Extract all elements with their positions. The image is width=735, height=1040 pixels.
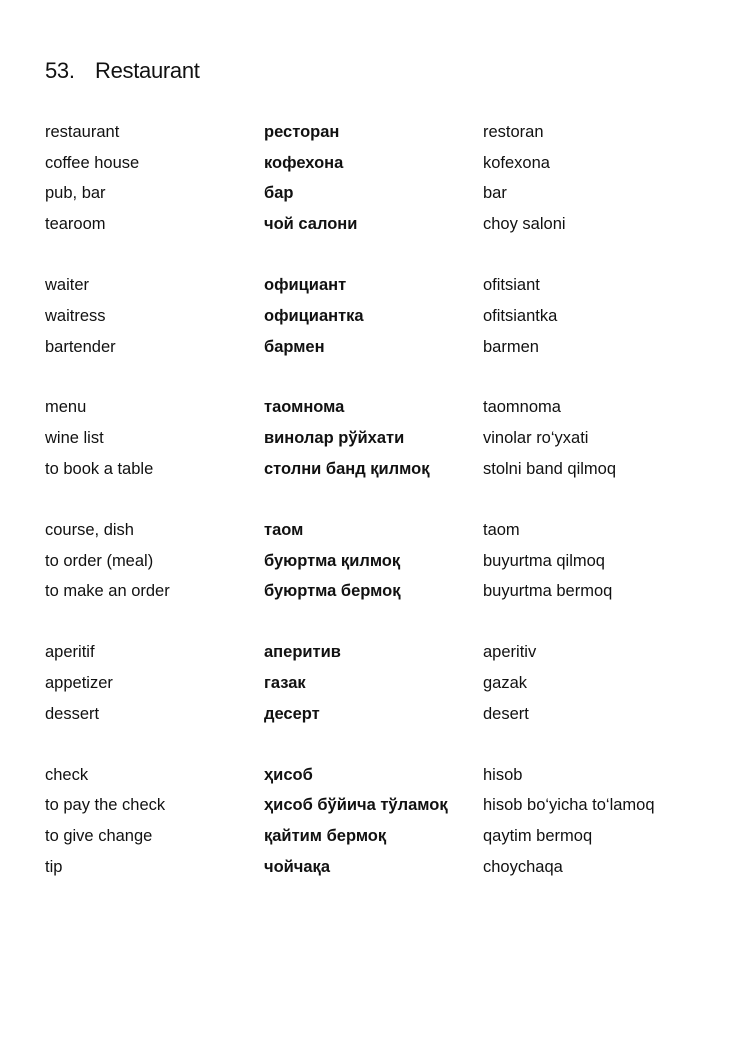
uzbek-latin-term: aperitiv — [483, 643, 537, 662]
vocabulary-row — [45, 577, 705, 608]
vocabulary-row — [45, 546, 705, 577]
vocabulary-group — [45, 117, 705, 240]
uzbek-cyrillic-term: газак — [264, 674, 306, 693]
vocabulary-row — [45, 148, 705, 179]
english-term: menu — [45, 398, 87, 417]
english-term: to give change — [45, 827, 153, 846]
uzbek-latin-term: qaytim bermoq — [483, 827, 593, 846]
uzbek-latin-term: ofitsiant — [483, 276, 540, 295]
uzbek-cyrillic-term: столни банд қилмоқ — [264, 460, 430, 479]
vocabulary-group — [45, 393, 705, 485]
english-term: aperitif — [45, 643, 95, 662]
uzbek-latin-term: buyurtma bermoq — [483, 582, 613, 601]
uzbek-latin-term: vinolar ro‘yxati — [483, 429, 589, 448]
english-term: waitress — [45, 306, 106, 325]
uzbek-cyrillic-term: ресторан — [264, 122, 340, 141]
uzbek-cyrillic-term: кофехона — [264, 153, 344, 172]
vocabulary-row — [45, 515, 705, 546]
uzbek-cyrillic-term: винолар рўйхати — [264, 429, 405, 448]
vocabulary-group — [45, 760, 705, 883]
uzbek-cyrillic-term: буюртма қилмоқ — [264, 551, 401, 570]
uzbek-cyrillic-term: қайтим бермоқ — [264, 827, 387, 846]
english-term: to order (meal) — [45, 551, 154, 570]
english-term: course, dish — [45, 520, 134, 539]
english-term: wine list — [45, 429, 104, 448]
vocabulary-row — [45, 179, 705, 210]
page-title — [45, 58, 200, 84]
english-term: tearoom — [45, 215, 106, 234]
uzbek-cyrillic-term: бармен — [264, 337, 325, 356]
uzbek-latin-term: ofitsiantka — [483, 306, 558, 325]
vocabulary-row — [45, 301, 705, 332]
vocabulary-row — [45, 699, 705, 730]
vocabulary-row — [45, 423, 705, 454]
uzbek-latin-term: bar — [483, 184, 507, 203]
english-term: to make an order — [45, 582, 170, 601]
uzbek-cyrillic-term: буюртма бермоқ — [264, 582, 401, 601]
english-term: waiter — [45, 276, 90, 295]
vocabulary-row — [45, 209, 705, 240]
uzbek-latin-term: hisob bo‘yicha to‘lamoq — [483, 796, 655, 815]
chapter-title: Restaurant — [95, 58, 200, 83]
vocabulary-group — [45, 515, 705, 607]
uzbek-cyrillic-term: чой салони — [264, 215, 358, 234]
uzbek-cyrillic-term: ҳисоб — [264, 765, 313, 784]
vocabulary-group — [45, 637, 705, 729]
uzbek-latin-term: gazak — [483, 674, 528, 693]
english-term: coffee house — [45, 153, 140, 172]
uzbek-latin-term: choy saloni — [483, 215, 566, 234]
uzbek-cyrillic-term: бар — [264, 184, 294, 203]
uzbek-latin-term: desert — [483, 704, 529, 723]
chapter-number: 53. — [45, 58, 75, 83]
english-term: dessert — [45, 704, 100, 723]
uzbek-cyrillic-term: десерт — [264, 704, 320, 723]
vocabulary-row — [45, 454, 705, 485]
english-term: restaurant — [45, 122, 120, 141]
vocabulary-row — [45, 791, 705, 822]
vocabulary-row — [45, 760, 705, 791]
uzbek-latin-term: taomnoma — [483, 398, 561, 417]
uzbek-latin-term: taom — [483, 520, 520, 539]
uzbek-cyrillic-term: таом — [264, 520, 304, 539]
uzbek-latin-term: restoran — [483, 122, 544, 141]
uzbek-latin-term: buyurtma qilmoq — [483, 551, 605, 570]
english-term: to book a table — [45, 460, 154, 479]
uzbek-latin-term: kofexona — [483, 153, 550, 172]
english-term: check — [45, 765, 89, 784]
uzbek-cyrillic-term: чойчақа — [264, 858, 330, 877]
uzbek-cyrillic-term: официант — [264, 276, 347, 295]
vocabulary-row — [45, 332, 705, 363]
vocabulary-row — [45, 821, 705, 852]
english-term: to pay the check — [45, 796, 166, 815]
english-term: bartender — [45, 337, 116, 356]
vocabulary-row — [45, 637, 705, 668]
uzbek-latin-term: barmen — [483, 337, 539, 356]
vocabulary-row — [45, 117, 705, 148]
english-term: appetizer — [45, 674, 113, 693]
uzbek-cyrillic-term: аперитив — [264, 643, 341, 662]
vocabulary-row — [45, 668, 705, 699]
vocabulary-table — [45, 117, 705, 913]
vocabulary-group — [45, 270, 705, 362]
uzbek-latin-term: hisob — [483, 765, 523, 784]
vocabulary-row — [45, 393, 705, 424]
english-term: tip — [45, 858, 63, 877]
uzbek-cyrillic-term: таомнома — [264, 398, 345, 417]
uzbek-latin-term: choychaqa — [483, 858, 563, 877]
uzbek-cyrillic-term: ҳисоб бўйича тўламоқ — [264, 796, 448, 815]
english-term: pub, bar — [45, 184, 106, 203]
uzbek-latin-term: stolni band qilmoq — [483, 460, 616, 479]
vocabulary-row — [45, 852, 705, 883]
uzbek-cyrillic-term: официантка — [264, 306, 364, 325]
vocabulary-row — [45, 270, 705, 301]
